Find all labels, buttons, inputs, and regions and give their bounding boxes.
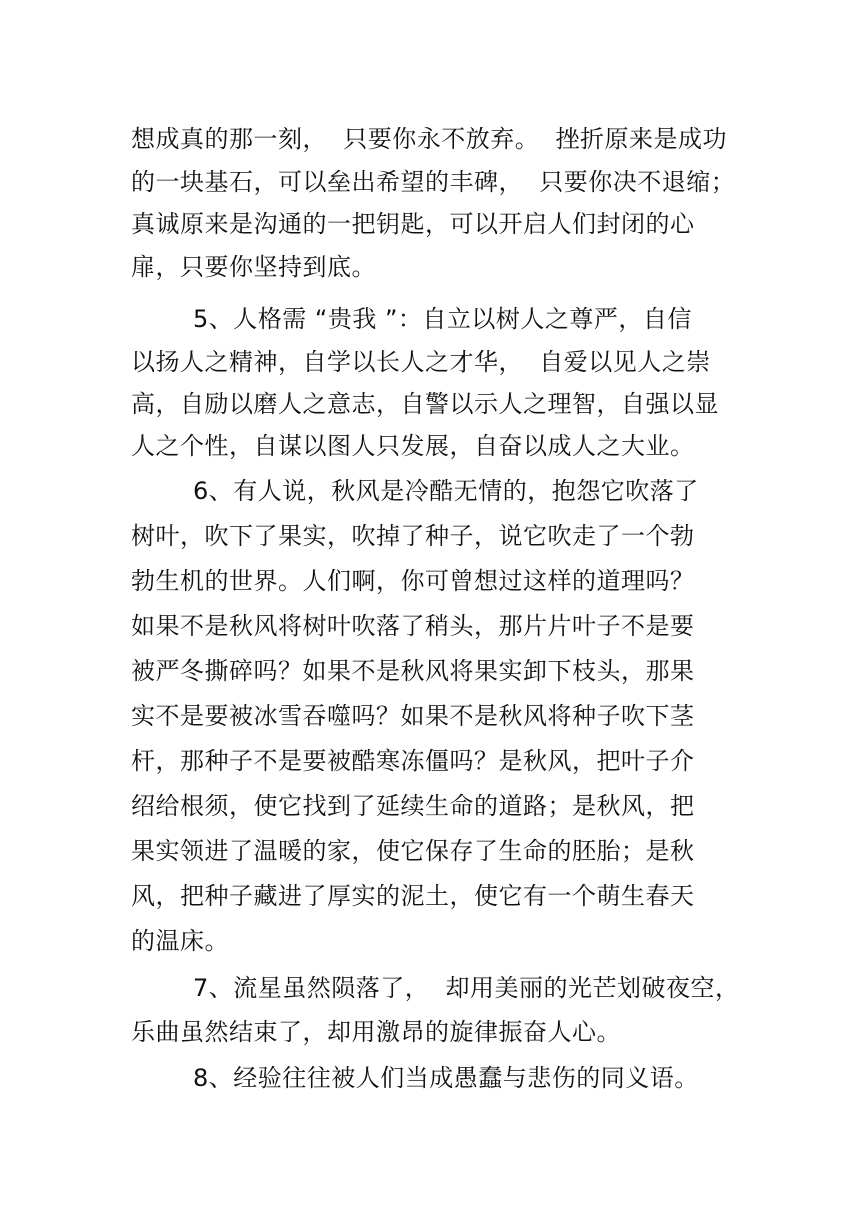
paragraph-6-first-line: 6、有人说，秋风是冷酷无情的，抱怨它吹落了	[193, 477, 699, 505]
text-line: 被严冬撕碎吗？如果不是秋风将果实卸下枝头，那果	[131, 657, 695, 685]
text-line: 实不是要被冰雪吞噬吗？如果不是秋风将种子吹下茎	[131, 702, 695, 730]
text-line: 如果不是秋风将树叶吹落了稍头，那片片叶子不是要	[131, 612, 695, 640]
paragraph-8-first-line: 8、经验往往被人们当成愚蠢与悲伤的同义语。	[193, 1064, 699, 1092]
text-line: 勃生机的世界。人们啊，你可曾想过这样的道理吗？	[131, 567, 695, 595]
text-line: 扉，只要你坚持到底。	[131, 253, 376, 281]
text-line: 想成真的那一刻， 只要你永不放弃。 挫折原来是成功	[131, 125, 728, 153]
text-line: 的一块基石，可以垒出希望的丰碑， 只要你决不退缩；	[131, 168, 736, 196]
text-line: 乐曲虽然结束了，却用激昂的旋律振奋人心。	[131, 1018, 621, 1046]
text-line: 高，自励以磨人之意志，自警以示人之理智，自强以显	[131, 390, 719, 418]
text-line: 绍给根须，使它找到了延续生命的道路；是秋风，把	[131, 792, 695, 820]
text-line: 的温床。	[131, 927, 229, 955]
text-line: 以扬人之精神，自学以长人之才华， 自爱以见人之崇	[131, 348, 711, 376]
text-line: 果实领进了温暖的家，使它保存了生命的胚胎；是秋	[131, 837, 695, 865]
paragraph-7-first-line: 7、流星虽然陨落了， 却用美丽的光芒划破夜空，	[193, 974, 740, 1002]
text-line: 真诚原来是沟通的一把钥匙，可以开启人们封闭的心	[131, 210, 695, 238]
text-line: 风，把种子藏进了厚实的泥土，使它有一个萌生春天	[131, 882, 695, 910]
text-line: 杆，那种子不是要被酷寒冻僵吗？是秋风，把叶子介	[131, 747, 695, 775]
text-line: 人之个性，自谋以图人只发展，自奋以成人之大业。	[131, 432, 695, 460]
paragraph-5-first-line: 5、人格需 “贵我 ”：自立以树人之尊严，自信	[193, 305, 692, 333]
text-line: 树叶，吹下了果实，吹掉了种子，说它吹走了一个勃	[131, 522, 695, 550]
